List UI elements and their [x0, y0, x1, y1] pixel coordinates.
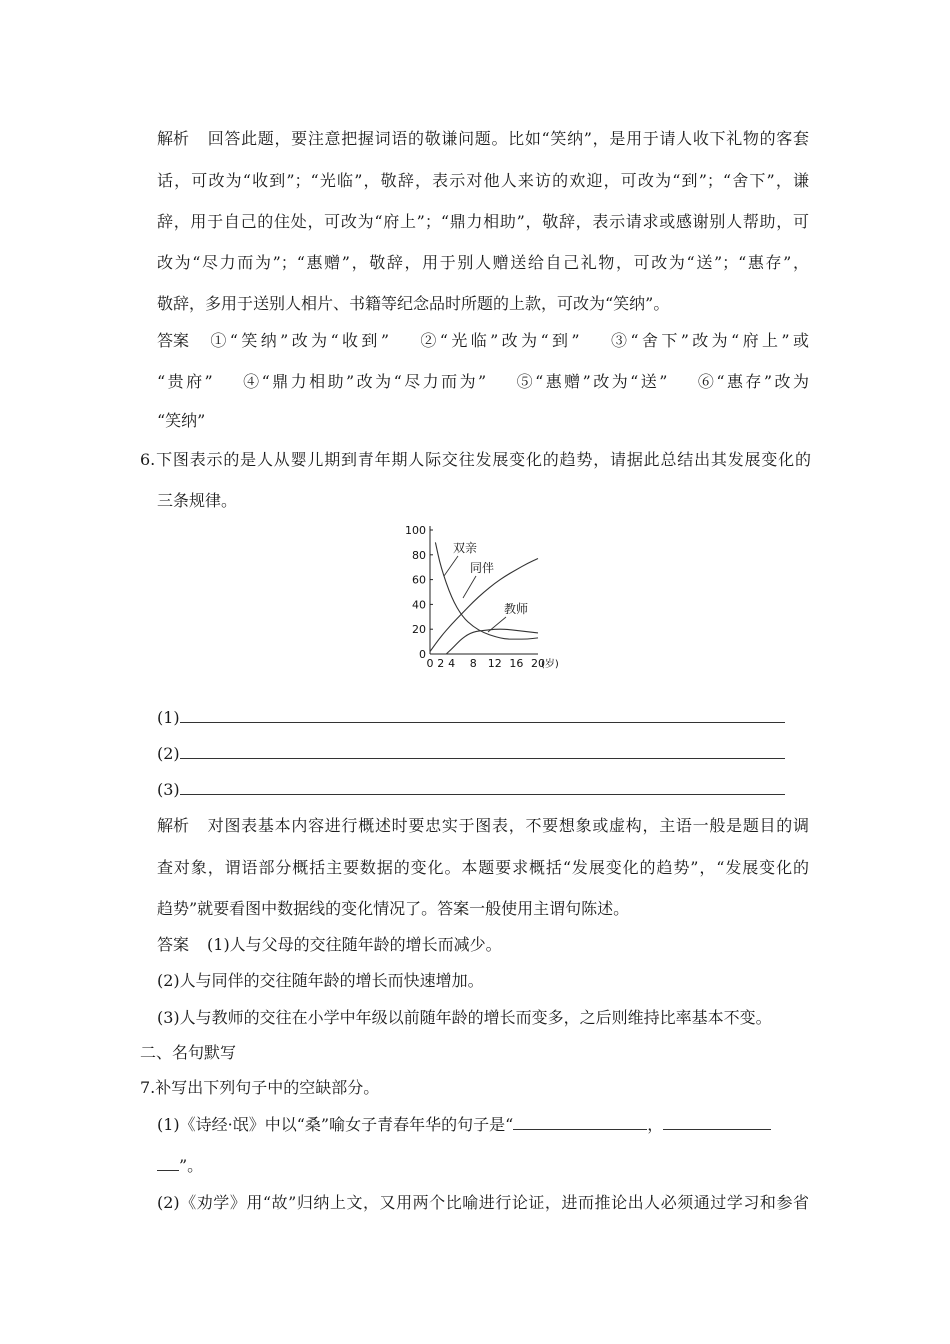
y-tick-label: 0	[419, 648, 426, 661]
answer5-item-2: ②“光临”改为“到”	[417, 331, 580, 350]
q6-blank-3[interactable]: (3)	[157, 778, 785, 801]
q6-blank-2[interactable]: (2)	[157, 742, 785, 765]
analysis6-label: 解析	[157, 816, 190, 835]
y-tick-label: 80	[412, 548, 426, 562]
answer5-item-4: ④“鼎力相助”改为“尽力而为”	[240, 372, 487, 391]
analysis5-line-2: 话，可改为“收到”；“光临”，敬辞，表示对他人来访的欢迎，可改为“到”；“舍下”，谦	[157, 171, 809, 190]
answer5-line-3: “笑纳”	[157, 411, 206, 430]
y-tick-label: 60	[412, 573, 426, 587]
q7-blank-2[interactable]	[663, 1113, 771, 1130]
answer5-item-5: ⑤“惠赠”改为“送”	[514, 372, 668, 391]
q6-line-2: 三条规律。	[157, 491, 238, 510]
interaction-trend-chart	[396, 518, 566, 678]
analysis5-line-1: 解析 回答此题，要注意把握词语的敬谦问题。比如“笑纳”，是用于请人收下礼物的客套	[157, 129, 809, 148]
analysis5-label: 解析	[157, 129, 190, 148]
q7-title: 7.补写出下列句子中的空缺部分。	[140, 1078, 380, 1097]
chart-axes	[405, 524, 559, 670]
series-line-3	[446, 629, 538, 654]
q7-item-2: (2)《劝学》用“故”归纳上文，又用两个比喻进行论证，进而推论出人必须通过学习和参省	[157, 1193, 809, 1212]
answer5-line-1	[157, 330, 809, 352]
q7-blank-2-cont[interactable]	[157, 1154, 179, 1171]
answer6-line-2: (2)人与同伴的交往随年龄的增长而快速增加。	[157, 971, 484, 990]
x-tick-label: 16	[509, 657, 524, 670]
y-tick-label: 40	[412, 598, 426, 612]
analysis6-line-2: 查对象，谓语部分概括主要数据的变化。本题要求概括“发展变化的趋势”，“发展变化的	[157, 858, 809, 877]
analysis6-line-1: 解析 对图表基本内容进行概述时要忠实于图表，不要想象或虚构，主语一般是题目的调	[157, 816, 809, 835]
answer6-line-1: 答案 (1)人与父母的交往随年龄的增长而减少。	[157, 935, 502, 954]
series-label-3: 教师	[504, 602, 529, 616]
answer6-line-3: (3)人与教师的交往在小学中年级以前随年龄的增长而变多，之后则维持比率基本不变。	[157, 1008, 772, 1027]
analysis5-line-4: 改为“尽力而为”；“惠赠”，敬辞，用于别人赠送给自己礼物，可改为“送”；“惠存”，	[157, 253, 809, 272]
chart-series-labels	[444, 540, 528, 632]
answer6-label: 答案	[157, 935, 190, 954]
q6-line-1: 6.下图表示的是人从婴儿期到青年期人际交往发展变化的趋势，请据此总结出其发展变化的	[140, 450, 811, 469]
q6-blank-2-line[interactable]	[180, 742, 785, 759]
answer5-item-3: ③“舍下”改为“府上”或	[607, 331, 809, 350]
series-label-1: 双亲	[453, 541, 478, 555]
q6-blank-1-line[interactable]	[180, 706, 785, 723]
section2-title: 二、名句默写	[140, 1043, 237, 1062]
answer5-line-2	[157, 371, 809, 393]
q7-blank-1[interactable]	[513, 1113, 647, 1130]
q6-blank-3-line[interactable]	[180, 778, 785, 795]
answer5-item-1: ①“笑纳”改为“收到”	[207, 331, 389, 350]
analysis5-line-3: 辞，用于自己的住处，可改为“府上”；“鼎力相助”，敬辞，表示请求或感谢别人帮助，可	[157, 212, 809, 231]
q7-item-1-cont: ”。	[157, 1154, 203, 1177]
x-tick-label: 8	[469, 657, 477, 670]
q6-blank-1[interactable]: (1)	[157, 706, 785, 729]
analysis6-line-3: 趋势”就要看图中数据线的变化情况了。答案一般使用主谓句陈述。	[157, 899, 630, 918]
series-label-2: 同伴	[470, 561, 495, 575]
chart-series-group	[430, 542, 538, 654]
answer5-item-3-cont: “贵府”	[157, 372, 213, 391]
y-tick-label: 100	[405, 524, 426, 537]
analysis5-line-5: 敬辞，多用于送别人相片、书籍等纪念品时所题的上款，可改为“笑纳”。	[157, 294, 670, 313]
x-tick-label: 4	[448, 657, 456, 670]
x-tick-label: 2	[437, 657, 445, 670]
series-label-leader-1	[444, 556, 458, 576]
answer5-item-6: ⑥“惠存”改为	[695, 372, 809, 391]
y-tick-label: 20	[412, 623, 426, 637]
x-axis-label: (岁)	[541, 659, 559, 670]
answer5-label: 答案	[157, 331, 190, 350]
x-tick-label: 20	[531, 657, 545, 670]
x-tick-label: 12	[487, 657, 502, 670]
series-label-leader-2	[463, 576, 476, 598]
q7-item-1: (1)《诗经·氓》中以“桑”喻女子青春年华的句子是“ ，	[157, 1113, 771, 1136]
x-tick-label: 0	[426, 657, 434, 670]
